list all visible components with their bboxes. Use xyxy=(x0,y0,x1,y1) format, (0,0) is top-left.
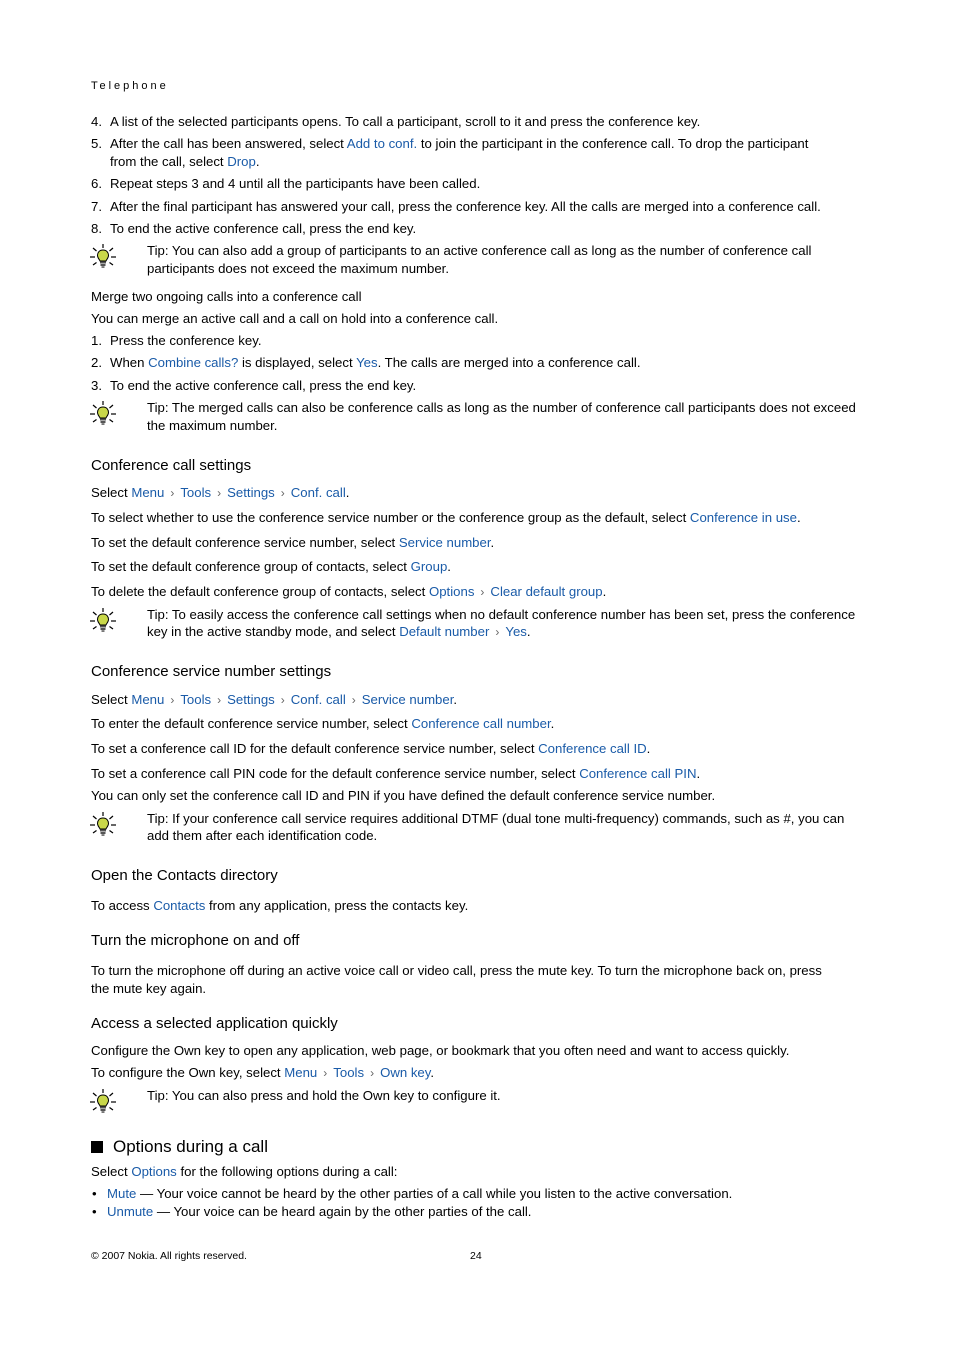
step-number: 2. xyxy=(91,355,102,370)
bullet-icon: • xyxy=(92,1204,97,1219)
merge-heading: Merge two ongoing calls into a conference call xyxy=(91,289,362,304)
tip-line-2: the maximum number. xyxy=(147,418,278,433)
own-key-paragraph: Configure the Own key to open any application, web page, or bookmark that you often need and want to access quickly. xyxy=(91,1043,790,1058)
settings-paragraph: To set the default conference group of contacts, select Group. xyxy=(91,559,451,574)
running-header: Telephone xyxy=(91,80,169,92)
merge-intro: You can merge an active call and a call on hold into a conference call. xyxy=(91,311,499,326)
step-number: 6. xyxy=(91,176,102,191)
combine-calls-prompt: Combine calls? xyxy=(148,355,239,370)
own-key-menu-path: To configure the Own key, select Menu › Tools › Own key. xyxy=(91,1065,435,1080)
page-number: 24 xyxy=(470,1250,482,1262)
service-paragraph: You can only set the conference call ID and PIN if you have defined the default conference service number. xyxy=(91,788,716,803)
list-item: Mute — Your voice cannot be heard by the other parties of a call while you listen to the active conversation. xyxy=(107,1186,733,1201)
lightbulb-tip-icon xyxy=(89,243,117,269)
step-number: 5. xyxy=(91,136,102,151)
lightbulb-tip-icon xyxy=(89,811,117,837)
list-item: Unmute — Your voice can be heard again by the other parties of the call. xyxy=(107,1204,532,1219)
lightbulb-tip-icon xyxy=(89,607,117,633)
merge-step-3: To end the active conference call, press the end key. xyxy=(110,378,417,393)
chevron-right-icon: › xyxy=(351,693,356,707)
copyright: © 2007 Nokia. All rights reserved. xyxy=(91,1250,247,1262)
step-number: 1. xyxy=(91,333,102,348)
chevron-right-icon: › xyxy=(323,1066,328,1080)
lightbulb-tip-icon xyxy=(89,1088,117,1114)
service-paragraph: To enter the default conference service number, select Conference call number. xyxy=(91,716,555,731)
chevron-right-icon: › xyxy=(280,486,285,500)
microphone-heading: Turn the microphone on and off xyxy=(91,932,300,949)
chevron-right-icon: › xyxy=(370,1066,375,1080)
merge-step-2: When Combine calls? is displayed, select Yes. The calls are merged into a conference call. xyxy=(110,355,641,370)
options-during-call-heading: Options during a call xyxy=(91,1136,268,1158)
service-menu-path: Select Menu › Tools › Settings › Conf. call › Service number. xyxy=(91,692,458,707)
step-number: 3. xyxy=(91,378,102,393)
tip-line-2: participants does not exceed the maximum number. xyxy=(147,261,450,276)
chevron-right-icon: › xyxy=(170,486,175,500)
settings-paragraph: To select whether to use the conference service number or the conference group as the default, select Conference in use. xyxy=(91,510,801,525)
contacts-paragraph: To access Contacts from any application, press the contacts key. xyxy=(91,898,469,913)
bullet-icon: • xyxy=(92,1186,97,1201)
tip-line-1: Tip: To easily access the conference call settings when no default conference number has been set, press the conference xyxy=(147,607,856,622)
step-5-line-2: from the call, select Drop. xyxy=(110,154,260,169)
tip-line-2: add them after each identification code. xyxy=(147,828,378,843)
service-paragraph: To set a conference call ID for the default conference service number, select Conference call ID. xyxy=(91,741,651,756)
step-number: 8. xyxy=(91,221,102,236)
lightbulb-tip-icon xyxy=(89,400,117,426)
step-number: 7. xyxy=(91,199,102,214)
step-5-line-1: After the call has been answered, select Add to conf. to join the participant in the conference call. To drop the participant xyxy=(110,136,809,151)
chevron-right-icon: › xyxy=(280,693,285,707)
step-6-text: Repeat steps 3 and 4 until all the participants have been called. xyxy=(110,176,481,191)
tip-line-1: Tip: You can also press and hold the Own key to configure it. xyxy=(147,1088,501,1103)
tip-line-1: Tip: You can also add a group of participants to an active conference call as long as the number of conference call xyxy=(147,243,812,258)
drop-option: Drop xyxy=(227,154,256,169)
merge-step-1: Press the conference key. xyxy=(110,333,262,348)
add-to-conf-option: Add to conf. xyxy=(346,136,418,151)
tip-line-2: key in the active standby mode, and select Default number › Yes. xyxy=(147,624,531,639)
step-number: 4. xyxy=(91,114,102,129)
options-intro: Select Options for the following options during a call: xyxy=(91,1164,398,1179)
step-4-text: A list of the selected participants opens. To call a participant, scroll to it and press the conference key. xyxy=(110,114,701,129)
settings-paragraph: To delete the default conference group of contacts, select Options › Clear default group. xyxy=(91,584,607,599)
service-paragraph: To set a conference call PIN code for the default conference service number, select Conference call PIN. xyxy=(91,766,701,781)
square-bullet-icon xyxy=(91,1141,103,1153)
chevron-right-icon: › xyxy=(480,585,485,599)
mic-line-2: the mute key again. xyxy=(91,981,207,996)
yes-option: Yes xyxy=(356,355,378,370)
own-key-heading: Access a selected application quickly xyxy=(91,1015,338,1032)
service-number-settings-heading: Conference service number settings xyxy=(91,663,332,680)
chevron-right-icon: › xyxy=(170,693,175,707)
settings-paragraph: To set the default conference service number, select Service number. xyxy=(91,535,495,550)
settings-menu-path: Select Menu › Tools › Settings › Conf. call. xyxy=(91,485,350,500)
step-7-text: After the final participant has answered your call, press the conference key. All the calls are merged into a conference call. xyxy=(110,199,821,214)
chevron-right-icon: › xyxy=(217,486,222,500)
mic-line-1: To turn the microphone off during an active voice call or video call, press the mute key. To turn the microphone back on, press xyxy=(91,963,822,978)
step-8-text: To end the active conference call, press the end key. xyxy=(110,221,417,236)
tip-line-1: Tip: If your conference call service requires additional DTMF (dual tone multi-frequency) commands, such as #, you can xyxy=(147,811,845,826)
chevron-right-icon: › xyxy=(495,625,500,639)
conference-call-settings-heading: Conference call settings xyxy=(91,457,252,474)
open-contacts-heading: Open the Contacts directory xyxy=(91,867,278,884)
tip-line-1: Tip: The merged calls can also be conference calls as long as the number of conference call participants does not exceed xyxy=(147,400,856,415)
chevron-right-icon: › xyxy=(217,693,222,707)
